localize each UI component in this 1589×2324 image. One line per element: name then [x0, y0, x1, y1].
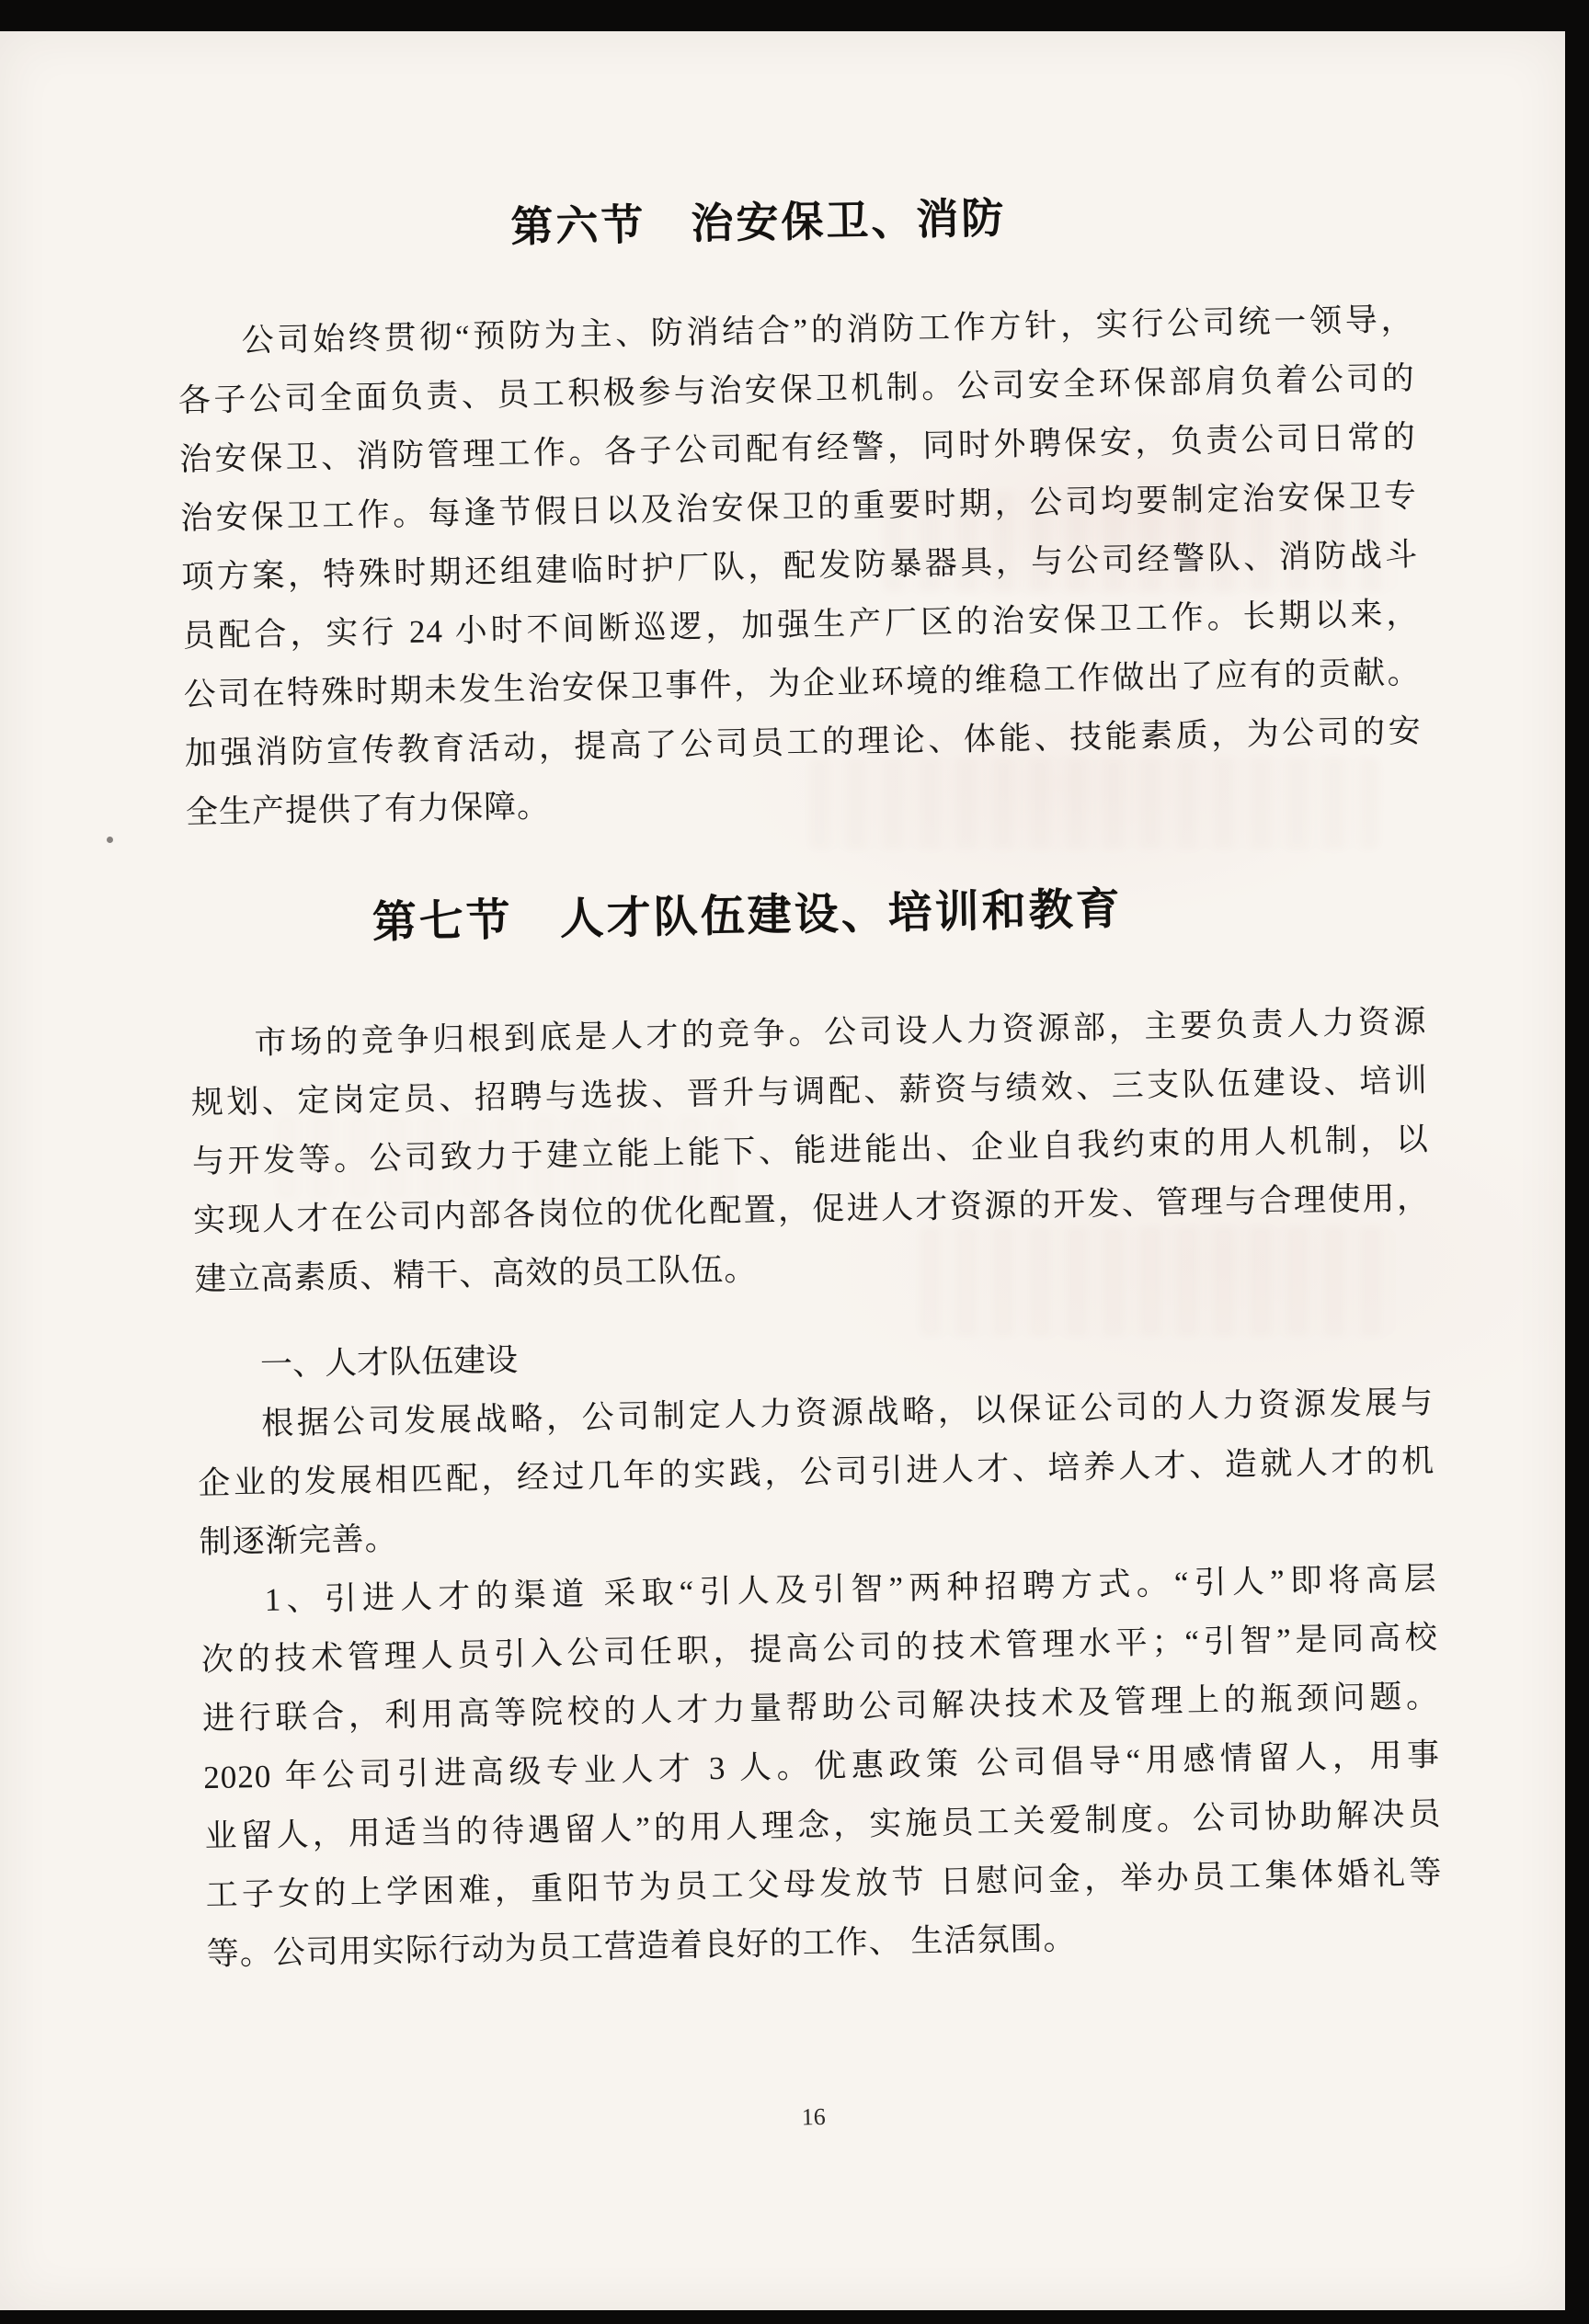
text-line: 各子公司全面负责、员工积极参与治安保卫机制。公司安全环保部肩负着公司的: [177, 359, 1415, 419]
page-number: 16: [801, 2102, 826, 2131]
subheading-talent-team: 一、人才队伍建设: [259, 1341, 519, 1383]
paragraph-talent-recruitment: [200, 1550, 1444, 1985]
text-line: 制逐渐完善。: [199, 1521, 398, 1561]
text-line: 根据公司发展战略，公司制定人力资源战略，以保证公司的人力资源发展与: [260, 1384, 1435, 1441]
text-line: 项方案，特殊时期还组建临时护厂队，配发防暴器具，与公司经警队、消防战斗: [181, 536, 1419, 596]
paragraph-security-fire: [177, 290, 1423, 843]
paper: [0, 31, 1565, 2310]
text-line: 公司始终贯彻“预防为主、防消结合”的消防工作方针，实行公司统一领导，: [241, 301, 1414, 359]
text-line: 业留人，用适当的待遇留人”的用人理念，实施员工关爱制度。公司协助解决员: [204, 1795, 1442, 1855]
scan-border-top: [0, 0, 1589, 31]
section-6-heading: 第六节 治安保卫、消防: [509, 194, 1007, 251]
text-line: 企业的发展相匹配，经过几年的实践，公司引进人才、培养人才、造就人才的机: [198, 1442, 1435, 1502]
paragraph-hr-intro: [189, 993, 1432, 1310]
scan-dot-artifact: [107, 837, 113, 843]
section-7-heading: 第七节 人才队伍建设、培训和教育: [372, 884, 1124, 948]
text-line: 建立高素质、精干、高效的员工队伍。: [194, 1251, 758, 1298]
paragraph-hr-strategy: [197, 1373, 1436, 1573]
text-line: 规划、定岗定员、招聘与选拔、晋升与调配、薪资与绩效、三支队伍建设、培训: [190, 1062, 1428, 1122]
text-line: 公司在特殊时期未发生治安保卫事件，为企业环境的维稳工作做出了应有的贡献。: [183, 654, 1421, 713]
text-line: 1、引进人才的渠道 采取“引人及引智”两种招聘方式。“引人”即将高层: [264, 1560, 1437, 1618]
text-line: 治安保卫工作。每逢节假日以及治安保卫的重要时期，公司均要制定治安保卫专: [179, 477, 1418, 537]
text-line: 员配合，实行 24 小时不间断巡逻，加强生产厂区的治安保卫工作。长期以来，: [182, 595, 1420, 655]
text-line: 2020 年公司引进高级专业人才 3 人。优惠政策 公司倡导“用感情留人，用事: [202, 1737, 1441, 1796]
text-line: 与开发等。公司致力于建立能上能下、能进能出、企业自我约束的用人机制，以: [191, 1121, 1430, 1180]
page-content: [174, 158, 1446, 2142]
text-line: 全生产提供了有力保障。: [185, 788, 551, 831]
text-line: 市场的竞争归根到底是人才的竞争。公司设人力资源部，主要负责人力资源: [254, 1003, 1427, 1062]
text-line: 次的技术管理人员引入公司任职，提高公司的技术管理水平；“引智”是同高校: [200, 1619, 1439, 1679]
text-line: 实现人才在公司内部各岗位的优化配置，促进人才资源的开发、管理与合理使用，: [192, 1179, 1431, 1239]
text-line: 加强消防宣传教育活动，提高了公司员工的理论、体能、技能素质，为公司的安: [184, 712, 1423, 772]
text-line: 进行联合，利用高等院校的人才力量帮助公司解决技术及管理上的瓶颈问题。: [201, 1678, 1440, 1737]
text-line: 工子女的上学困难，重阳节为员工父母发放节 日慰问金，举办员工集体婚礼等: [205, 1854, 1443, 1914]
text-line: 治安保卫、消防管理工作。各子公司配有经警，同时外聘保安，负责公司日常的: [178, 418, 1417, 478]
scan-border-bottom: [0, 2310, 1589, 2324]
scan-border-right: [1565, 0, 1589, 2324]
text-line: 等。公司用实际行动为员工营造着良好的工作、 生活氛围。: [206, 1920, 1077, 1973]
